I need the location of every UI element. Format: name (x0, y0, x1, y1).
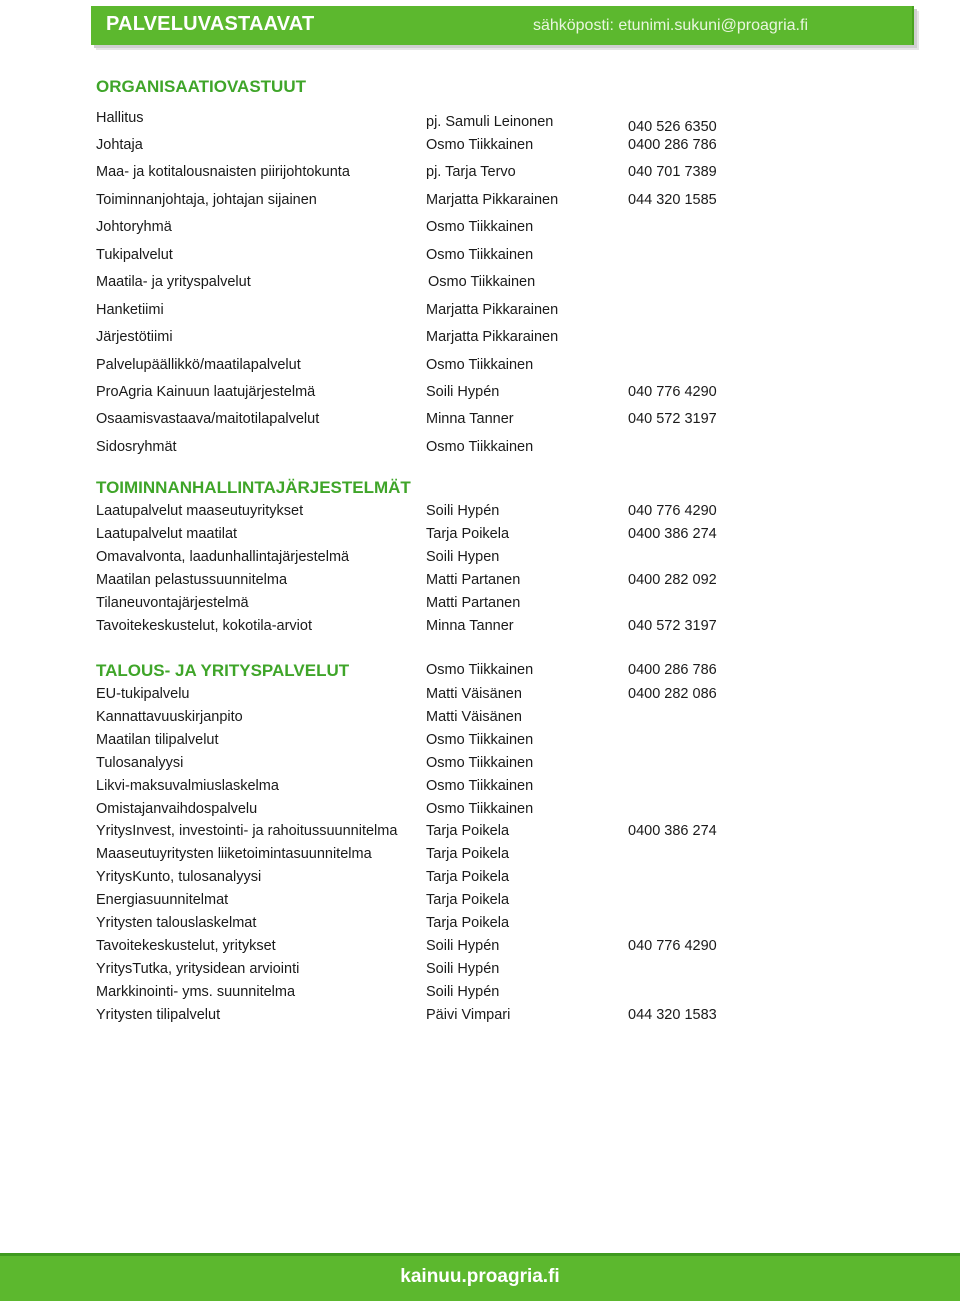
list-item (0, 823, 960, 843)
list-item (0, 961, 960, 981)
footer-website-link[interactable]: kainuu.proagria.fi (400, 1266, 560, 1287)
business-heading-person: Osmo Tiikkainen (426, 662, 534, 678)
contact-person: Osmo Tiikkainen (426, 247, 534, 263)
phone-number: 040 526 6350 (628, 119, 717, 135)
role-label: Maatilan tilipalvelut (96, 732, 219, 748)
contact-person: Tarja Poikela (426, 869, 510, 885)
contact-person: pj. Tarja Tervo (426, 164, 516, 180)
list-item (0, 755, 960, 775)
role-label: Maatila- ja yrityspalvelut (96, 274, 251, 290)
contact-person: Tarja Poikela (426, 892, 510, 908)
role-label: Johtoryhmä (96, 219, 172, 235)
contact-person: Osmo Tiikkainen (426, 778, 534, 794)
email-format-note: sähköposti: etunimi.sukuni@proagria.fi (532, 17, 808, 34)
contact-person: Osmo Tiikkainen (426, 219, 534, 235)
contact-person: Päivi Vimpari (426, 1007, 511, 1023)
phone-number: 040 572 3197 (628, 411, 717, 427)
phone-number: 0400 386 274 (628, 526, 717, 542)
role-label: Laatupalvelut maaseutuyritykset (96, 503, 304, 519)
role-label: Laatupalvelut maatilat (96, 526, 238, 542)
list-item (0, 572, 960, 592)
role-label: Tilaneuvontajärjestelmä (96, 595, 249, 611)
role-label: Omistajanvaihdospalvelu (96, 801, 258, 817)
contact-person: Marjatta Pikkarainen (426, 302, 559, 318)
list-item (0, 357, 960, 377)
list-item (0, 915, 960, 935)
role-label: YritysTutka, yritysidean arviointi (96, 961, 300, 977)
role-label: Yritysten tilipalvelut (96, 1007, 221, 1023)
role-label: Maa- ja kotitalousnaisten piirijohtokunta (96, 164, 350, 180)
contact-person: Marjatta Pikkarainen (426, 192, 559, 208)
role-label: Tukipalvelut (96, 247, 173, 263)
page-title: PALVELUVASTAAVAT (106, 13, 315, 35)
role-label: Tulosanalyysi (96, 755, 184, 771)
contact-person: Soili Hypén (426, 384, 500, 400)
list-item (0, 411, 960, 431)
list-item (0, 892, 960, 912)
business-heading-row (0, 662, 960, 682)
contact-person: Osmo Tiikkainen (428, 274, 536, 290)
list-item (0, 219, 960, 239)
phone-number: 0400 282 086 (628, 686, 717, 702)
list-item (0, 984, 960, 1004)
role-label: Osaamisvastaava/maitotilapalvelut (96, 411, 320, 427)
phone-number: 040 776 4290 (628, 384, 717, 400)
role-label: Sidosryhmät (96, 439, 177, 455)
list-item (0, 938, 960, 958)
role-label: EU-tukipalvelu (96, 686, 190, 702)
contact-person: Soili Hypén (426, 984, 500, 1000)
phone-number: 040 572 3197 (628, 618, 717, 634)
list-item (0, 439, 960, 459)
section-title-business: TALOUS- JA YRITYSPALVELUT (96, 661, 350, 680)
list-item (0, 137, 960, 157)
contact-person: Osmo Tiikkainen (426, 357, 534, 373)
list-item (0, 503, 960, 523)
contact-person: pj. Samuli Leinonen (426, 114, 554, 130)
contact-person: Osmo Tiikkainen (426, 801, 534, 817)
list-item (0, 595, 960, 615)
list-item (0, 732, 960, 752)
contact-person: Matti Partanen (426, 572, 521, 588)
contact-person: Matti Partanen (426, 595, 521, 611)
role-label: Hanketiimi (96, 302, 164, 318)
role-label: Järjestötiimi (96, 329, 173, 345)
section-title-quality: TOIMINNANHALLINTAJÄRJESTELMÄT (96, 478, 411, 497)
contact-person: Tarja Poikela (426, 823, 510, 839)
role-label: Tavoitekeskustelut, kokotila-arviot (96, 618, 312, 634)
list-item (0, 846, 960, 866)
contact-person: Matti Väisänen (426, 686, 522, 702)
role-label: Markkinointi- yms. suunnitelma (96, 984, 296, 1000)
role-label: Energiasuunnitelmat (96, 892, 229, 908)
list-item (0, 110, 960, 135)
section-title-organisation: ORGANISAATIOVASTUUT (96, 77, 306, 96)
role-label: Palvelupäällikkö/maatilapalvelut (96, 357, 301, 373)
role-label: YritysInvest, investointi- ja rahoitussuunnitelma (96, 823, 398, 839)
phone-number: 040 776 4290 (628, 503, 717, 519)
role-label: Maatilan pelastussuunnitelma (96, 572, 288, 588)
list-item (0, 549, 960, 569)
contact-person: Soili Hypén (426, 503, 500, 519)
list-item (0, 384, 960, 404)
contact-person: Osmo Tiikkainen (426, 137, 534, 153)
contact-person: Soili Hypen (426, 549, 500, 565)
contact-person: Tarja Poikela (426, 846, 510, 862)
role-label: ProAgria Kainuun laatujärjestelmä (96, 384, 316, 400)
contact-person: Minna Tanner (426, 618, 514, 634)
list-item (0, 164, 960, 184)
contact-person: Tarja Poikela (426, 526, 510, 542)
role-label: YritysKunto, tulosanalyysi (96, 869, 262, 885)
list-item (0, 526, 960, 546)
list-item (0, 302, 960, 322)
list-item (0, 709, 960, 729)
list-item (0, 778, 960, 798)
contact-person: Minna Tanner (426, 411, 514, 427)
role-label: Omavalvonta, laadunhallintajärjestelmä (96, 549, 350, 565)
phone-number: 0400 386 274 (628, 823, 717, 839)
contact-person: Tarja Poikela (426, 915, 510, 931)
phone-number: 040 701 7389 (628, 164, 717, 180)
footer-banner (0, 1253, 960, 1301)
role-label: Tavoitekeskustelut, yritykset (96, 938, 276, 954)
phone-number: 044 320 1583 (628, 1007, 717, 1023)
contact-person: Soili Hypén (426, 961, 500, 977)
role-label: Johtaja (96, 137, 143, 153)
contact-person: Osmo Tiikkainen (426, 439, 534, 455)
list-item (0, 329, 960, 349)
phone-number: 044 320 1585 (628, 192, 717, 208)
contact-person: Osmo Tiikkainen (426, 755, 534, 771)
contact-person: Marjatta Pikkarainen (426, 329, 559, 345)
header-banner (91, 6, 914, 45)
role-label: Likvi-maksuvalmiuslaskelma (96, 778, 279, 794)
list-item (0, 869, 960, 889)
list-item (0, 618, 960, 638)
list-item (0, 801, 960, 821)
contact-person: Matti Väisänen (426, 709, 522, 725)
phone-number: 0400 282 092 (628, 572, 717, 588)
list-item (0, 192, 960, 212)
role-label: Hallitus (96, 110, 144, 126)
business-heading-phone: 0400 286 786 (628, 662, 717, 678)
list-item (0, 274, 960, 294)
role-label: Maaseutuyritysten liiketoimintasuunnitelma (96, 846, 372, 862)
contact-person: Soili Hypén (426, 938, 500, 954)
role-label: Yritysten talouslaskelmat (96, 915, 257, 931)
phone-number: 0400 286 786 (628, 137, 717, 153)
contact-person: Osmo Tiikkainen (426, 732, 534, 748)
list-item (0, 247, 960, 267)
list-item (0, 686, 960, 706)
list-item (0, 1007, 960, 1027)
phone-number: 040 776 4290 (628, 938, 717, 954)
role-label: Kannattavuuskirjanpito (96, 709, 243, 725)
role-label: Toiminnanjohtaja, johtajan sijainen (96, 192, 317, 208)
